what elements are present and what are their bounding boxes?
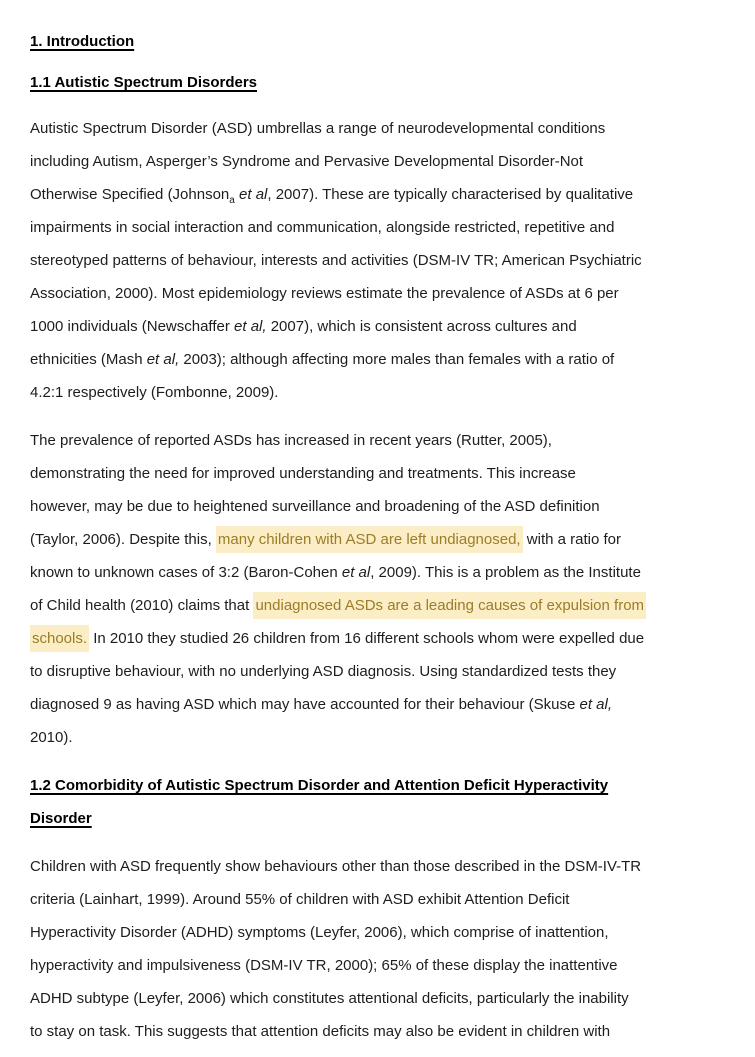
text-run: Hyperactivity Disorder (ADHD) symptoms (Leyfer, 2006), which comprise of inattention, xyxy=(30,924,609,941)
text-line xyxy=(30,622,735,655)
text-run: including Autism, Asperger’s Syndrome and Pervasive Developmental Disorder-Not xyxy=(30,153,584,170)
text-run: (Taylor, 2006). Despite this, xyxy=(30,531,216,548)
italic-text-run: et al xyxy=(341,564,371,581)
text-line xyxy=(30,769,735,802)
text-run: known to unknown cases of 3:2 (Baron-Cohen xyxy=(30,564,342,581)
paragraph-asd-overview xyxy=(30,112,735,409)
text-line xyxy=(30,523,735,556)
text-line xyxy=(30,802,735,835)
paragraph-asd-prevalence-increase xyxy=(30,424,735,754)
text-run: Disorder xyxy=(30,810,92,827)
paragraph-asd-adhd-comorbidity xyxy=(30,850,735,1048)
text-run: Children with ASD frequently show behaviours other than those described in the DSM-IV-TR xyxy=(30,858,642,875)
text-line xyxy=(30,1015,735,1048)
text-line xyxy=(30,655,735,688)
text-line xyxy=(30,688,735,721)
text-line xyxy=(30,457,735,490)
text-run: In 2010 they studied 26 children from 16 different schools whom were expelled due xyxy=(89,630,645,647)
text-run: Otherwise Specified (Johnson xyxy=(30,186,230,203)
text-run: however, may be due to heightened surveillance and broadening of the ASD definition xyxy=(30,498,600,515)
text-run: stereotyped patterns of behaviour, interests and activities (DSM-IV TR; American Psychiatric xyxy=(30,252,642,269)
text-line xyxy=(30,850,735,883)
text-run: diagnosed 9 as having ASD which may have accounted for their behaviour (Skuse xyxy=(30,696,580,713)
italic-text-run: et al, xyxy=(579,696,613,713)
text-run: hyperactivity and impulsiveness (DSM-IV TR, 2000); 65% of these display the inattentive xyxy=(30,957,618,974)
text-line xyxy=(30,211,735,244)
italic-text-run: et al, xyxy=(234,318,267,335)
text-run: to disruptive behaviour, with no underlying ASD diagnosis. Using standardized tests they xyxy=(30,663,617,680)
text-line xyxy=(30,721,735,754)
section-heading-1-2-comorbidity xyxy=(30,769,735,835)
text-run: 2007), which is consistent across cultures and xyxy=(266,318,577,335)
text-run: Autistic Spectrum Disorder (ASD) umbrellas a range of neurodevelopmental conditions xyxy=(30,120,606,137)
subscript-text-run: a xyxy=(229,195,235,206)
italic-text-run: et al xyxy=(239,186,268,203)
text-line xyxy=(30,916,735,949)
text-line xyxy=(30,244,735,277)
highlighted-text-run: many children with ASD are left undiagnosed, xyxy=(216,526,523,553)
text-line xyxy=(30,982,735,1015)
text-line xyxy=(30,424,735,457)
text-run: , 2007). These are typically characterised by qualitative xyxy=(267,186,634,203)
text-line xyxy=(30,277,735,310)
text-run: 2010). xyxy=(30,729,73,746)
text-run: demonstrating the need for improved understanding and treatments. This increase xyxy=(30,465,576,482)
highlighted-text-run: undiagnosed ASDs are a leading causes of expulsion from xyxy=(253,592,646,619)
text-line xyxy=(30,310,735,343)
text-line xyxy=(30,376,735,409)
text-run: 1.2 Comorbidity of Autistic Spectrum Disorder and Attention Deficit Hyperactivity xyxy=(30,777,609,794)
text-line xyxy=(30,25,735,58)
text-line xyxy=(30,112,735,145)
text-run: ADHD subtype (Leyfer, 2006) which constitutes attentional deficits, particularly the inability xyxy=(30,990,629,1007)
text-line xyxy=(30,949,735,982)
text-line xyxy=(30,66,735,99)
italic-text-run: et al, xyxy=(146,351,180,368)
text-run: 4.2:1 respectively (Fombonne, 2009). xyxy=(30,384,279,401)
text-run: , 2009). This is a problem as the Institute xyxy=(370,564,641,581)
text-line xyxy=(30,556,735,589)
text-run: to stay on task. This suggests that attention deficits may also be evident in children with xyxy=(30,1023,611,1040)
text-line xyxy=(30,589,735,622)
text-line xyxy=(30,178,735,211)
document-page xyxy=(30,25,735,1048)
section-heading-1-1-autistic-spectrum-disorders xyxy=(30,66,735,99)
text-run: 1.1 Autistic Spectrum Disorders xyxy=(30,74,258,91)
text-line xyxy=(30,490,735,523)
text-run: 1. Introduction xyxy=(30,33,135,50)
text-run: ethnicities (Mash xyxy=(30,351,147,368)
text-run: with a ratio for xyxy=(522,531,621,548)
text-line xyxy=(30,343,735,376)
text-line xyxy=(30,883,735,916)
text-run: of Child health (2010) claims that xyxy=(30,597,254,614)
text-run: 2003); although affecting more males than females with a ratio of xyxy=(179,351,615,368)
text-run: The prevalence of reported ASDs has increased in recent years (Rutter, 2005), xyxy=(30,432,552,449)
text-run: criteria (Lainhart, 1999). Around 55% of children with ASD exhibit Attention Deficit xyxy=(30,891,570,908)
text-run: 1000 individuals (Newschaffer xyxy=(30,318,235,335)
section-heading-1-introduction xyxy=(30,25,735,58)
text-line xyxy=(30,145,735,178)
text-run: Association, 2000). Most epidemiology reviews estimate the prevalence of ASDs at 6 per xyxy=(30,285,619,302)
text-run: impairments in social interaction and communication, alongside restricted, repetitive and xyxy=(30,219,615,236)
highlighted-text-run: schools. xyxy=(30,625,89,652)
